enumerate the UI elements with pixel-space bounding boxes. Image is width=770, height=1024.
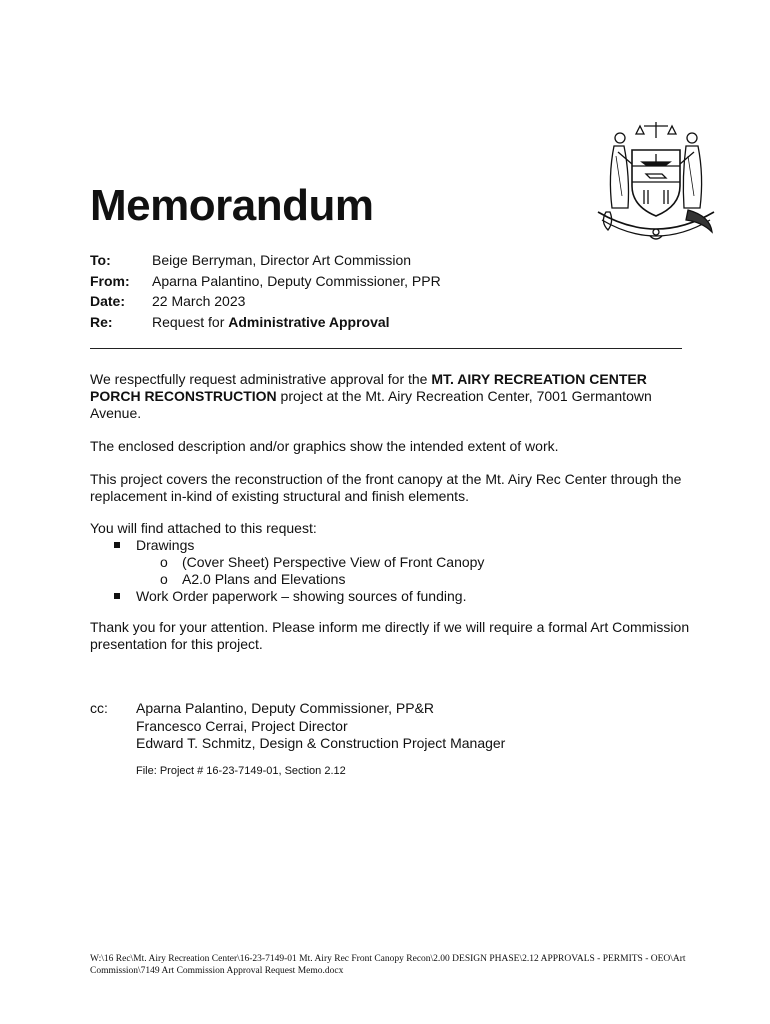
attachment-item-workorder: Work Order paperwork – showing sources of funding.: [136, 588, 467, 604]
attachment-item-drawings: Drawings: [136, 537, 195, 553]
paragraph-closing: Thank you for your attention. Please inform me directly if we will require a formal Art Commission presentation for this project.: [90, 619, 690, 652]
cc-name: Edward T. Schmitz, Design & Construction Project Manager: [136, 735, 506, 751]
attachments-section: [90, 520, 690, 605]
list-item: [90, 588, 690, 605]
from-value: Aparna Palantino, Deputy Commissioner, PPR: [152, 272, 441, 289]
attachment-sub-plans: A2.0 Plans and Elevations: [182, 571, 346, 587]
bullet-square-icon: [114, 542, 120, 548]
date-value: 22 March 2023: [152, 293, 246, 309]
re-row: [90, 312, 441, 333]
date-label: Date:: [90, 293, 126, 309]
to-row: [90, 250, 441, 271]
project-name: MT. AIRY RECREATION CENTER PORCH RECONSTRUCTION: [90, 371, 647, 404]
paragraph-request: [90, 371, 690, 422]
re-value: [152, 312, 390, 333]
attachments-list: [90, 537, 690, 605]
cc-name: Aparna Palantino, Deputy Commissioner, PP&R: [136, 700, 435, 716]
attachment-sub-cover: (Cover Sheet) Perspective View of Front Canopy: [182, 554, 485, 570]
cc-label: cc:: [90, 700, 108, 716]
attachments-intro: You will find attached to this request:: [90, 520, 317, 536]
list-item: [90, 554, 690, 571]
paragraph-request-tail: project at the Mt. Airy Recreation Center, 7001 Germantown Avenue.: [90, 388, 652, 421]
list-item: [90, 571, 690, 588]
list-item: [90, 537, 690, 554]
cc-name: Francesco Cerrai, Project Director: [136, 717, 348, 734]
file-reference: File: Project # 16-23-7149-01, Section 2.12: [136, 765, 346, 777]
memo-title: Memorandum: [90, 181, 374, 230]
re-bold: Administrative Approval: [228, 313, 390, 330]
footer-file-path: W:\16 Rec\Mt. Airy Recreation Center\16-23-7149-01 Mt. Airy Rec Front Canopy Recon\2.00 DESIGN PHASE\2.12 APPROVALS - PERMITS - OEO\Art Commission\7149 Art Commission Approval Request Memo.docx: [90, 954, 686, 976]
from-label: From:: [90, 272, 130, 289]
memo-header: [90, 250, 441, 332]
paragraph-request-lead: We respectfully request administrative approval for the: [90, 371, 432, 387]
cc-names: [136, 700, 505, 753]
sub-bullet-marker: o: [160, 571, 168, 587]
from-row: [90, 271, 441, 292]
to-label: To:: [90, 252, 111, 268]
header-divider: [90, 348, 682, 349]
re-prefix: Request for: [152, 313, 229, 330]
paragraph-enclosed: The enclosed description and/or graphics show the intended extent of work.: [90, 438, 559, 454]
bullet-square-icon: [114, 593, 120, 599]
sub-bullet-marker: o: [160, 554, 168, 570]
city-seal-icon: [592, 116, 720, 244]
re-label: Re:: [90, 313, 113, 330]
date-row: [90, 291, 441, 312]
paragraph-scope: This project covers the reconstruction of the front canopy at the Mt. Airy Rec Center through the replacement in-kind of existing structural and finish elements.: [90, 471, 682, 504]
to-value: Beige Berryman, Director Art Commission: [152, 252, 412, 268]
